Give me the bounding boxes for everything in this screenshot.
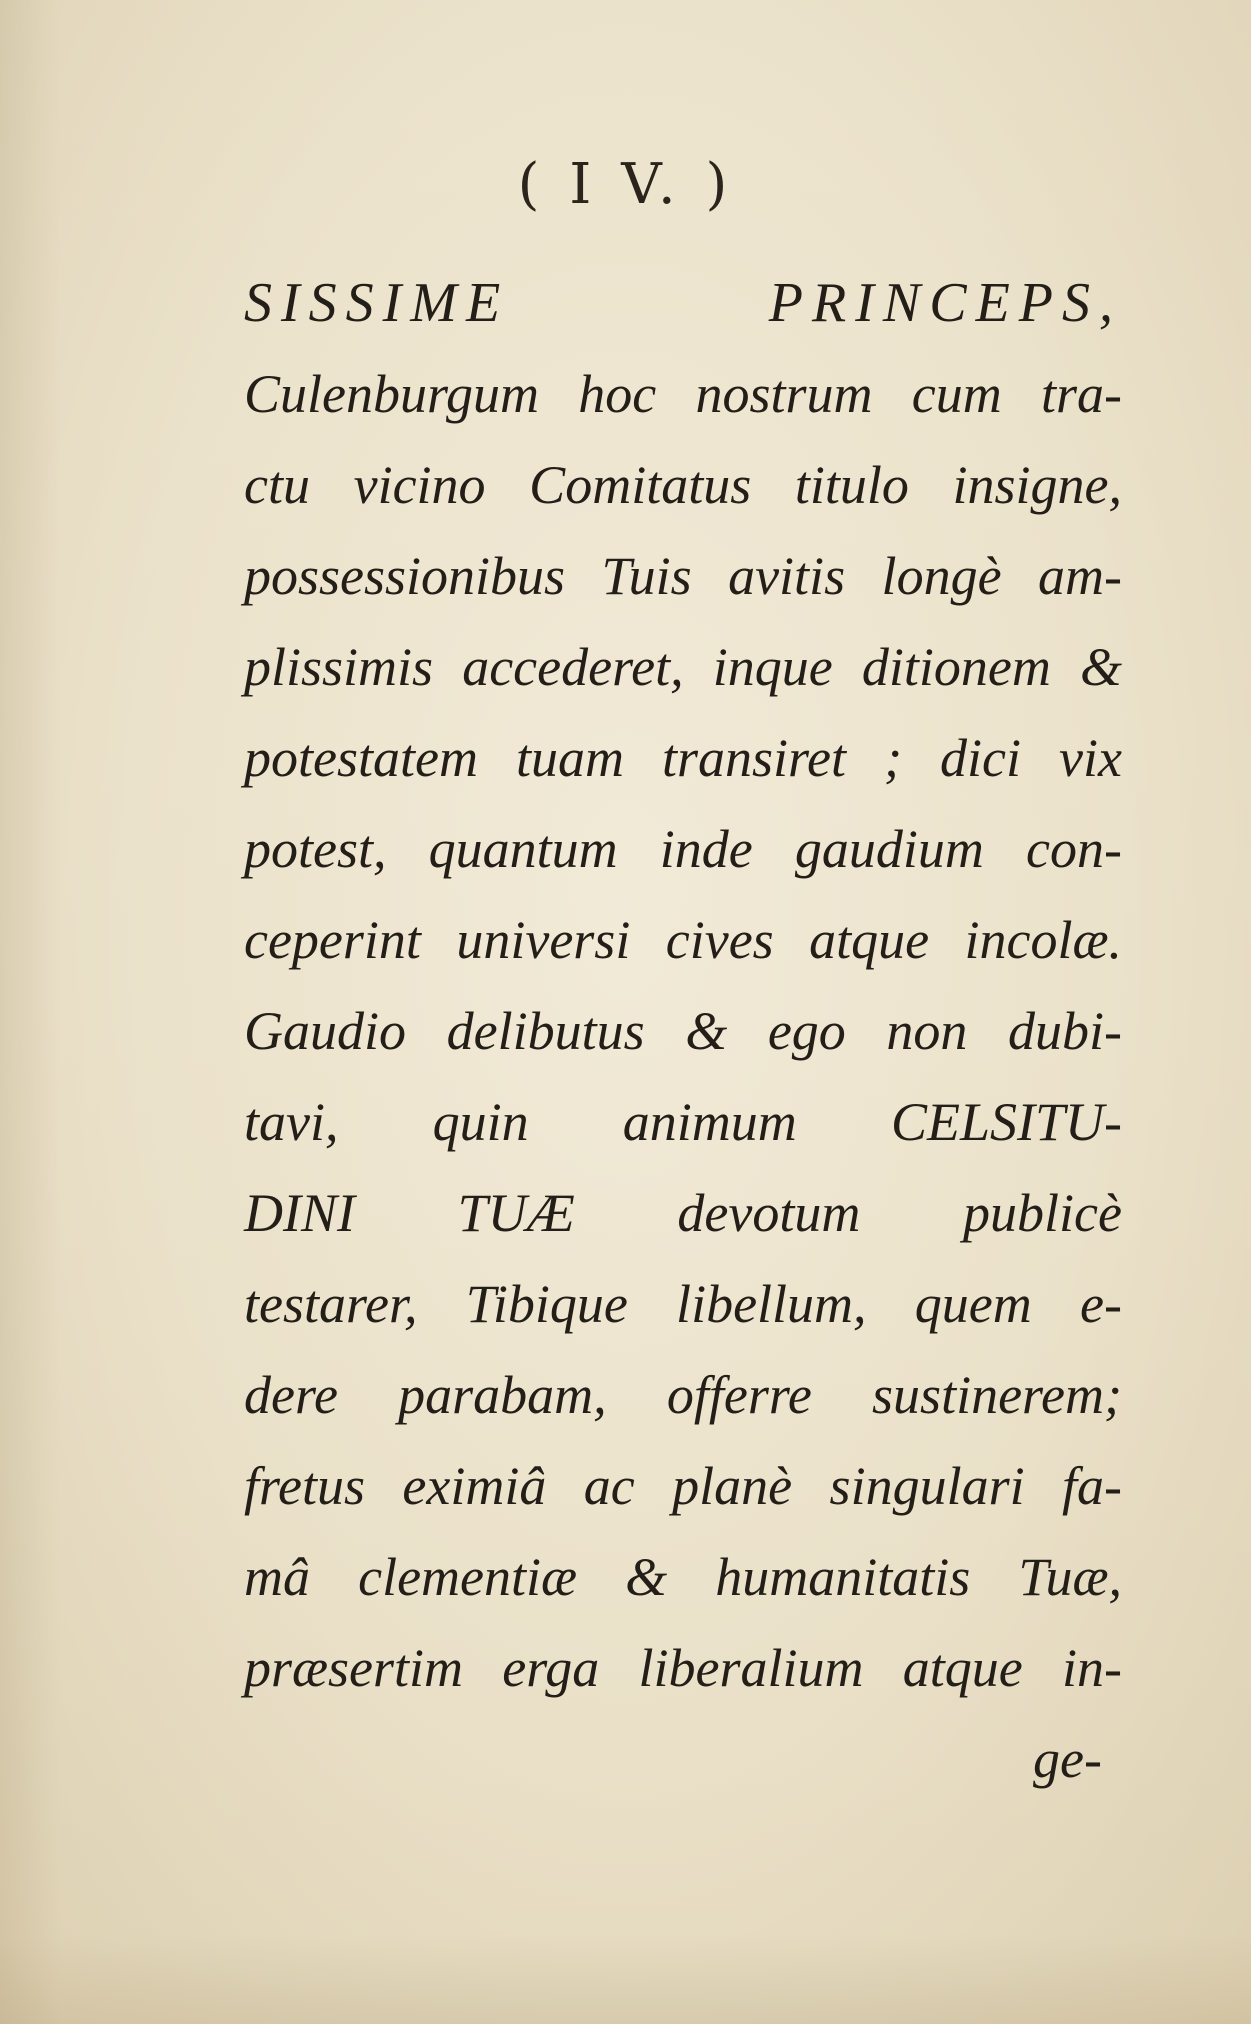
text-line: SISSIME PRINCEPS, (244, 272, 1122, 334)
page-number-header: ( I V. ) (517, 152, 734, 217)
text-line: plissimis accederet, inque ditionem & (244, 637, 1122, 697)
catchword: ge- (1033, 1729, 1102, 1789)
text-line: Culenburgum hoc nostrum cum tra- (244, 364, 1122, 424)
text-line: tavi, quin animum CELSITU- (244, 1092, 1122, 1152)
body-text (244, 258, 1122, 1805)
text-line: fretus eximiâ ac planè singulari fa- (244, 1456, 1122, 1516)
text-line: Gaudio delibutus & ego non dubi- (244, 1001, 1122, 1061)
text-line: ceperint universi cives atque incolæ. (244, 910, 1122, 970)
text-line: possessionibus Tuis avitis longè am- (244, 546, 1122, 606)
text-line: potestatem tuam transiret ; dici vix (244, 728, 1122, 788)
text-line: mâ clementiæ & humanitatis Tuæ, (244, 1547, 1122, 1607)
text-line: ctu vicino Comitatus titulo insigne, (244, 455, 1122, 515)
text-line: DINI TUÆ devotum publicè (244, 1183, 1122, 1243)
text-line: dere parabam, offerre sustinerem; (244, 1365, 1122, 1425)
text-line: potest, quantum inde gaudium con- (244, 819, 1122, 879)
text-line: præsertim erga liberalium atque in- (244, 1638, 1122, 1698)
text-line: testarer, Tibique libellum, quem e- (244, 1274, 1122, 1334)
